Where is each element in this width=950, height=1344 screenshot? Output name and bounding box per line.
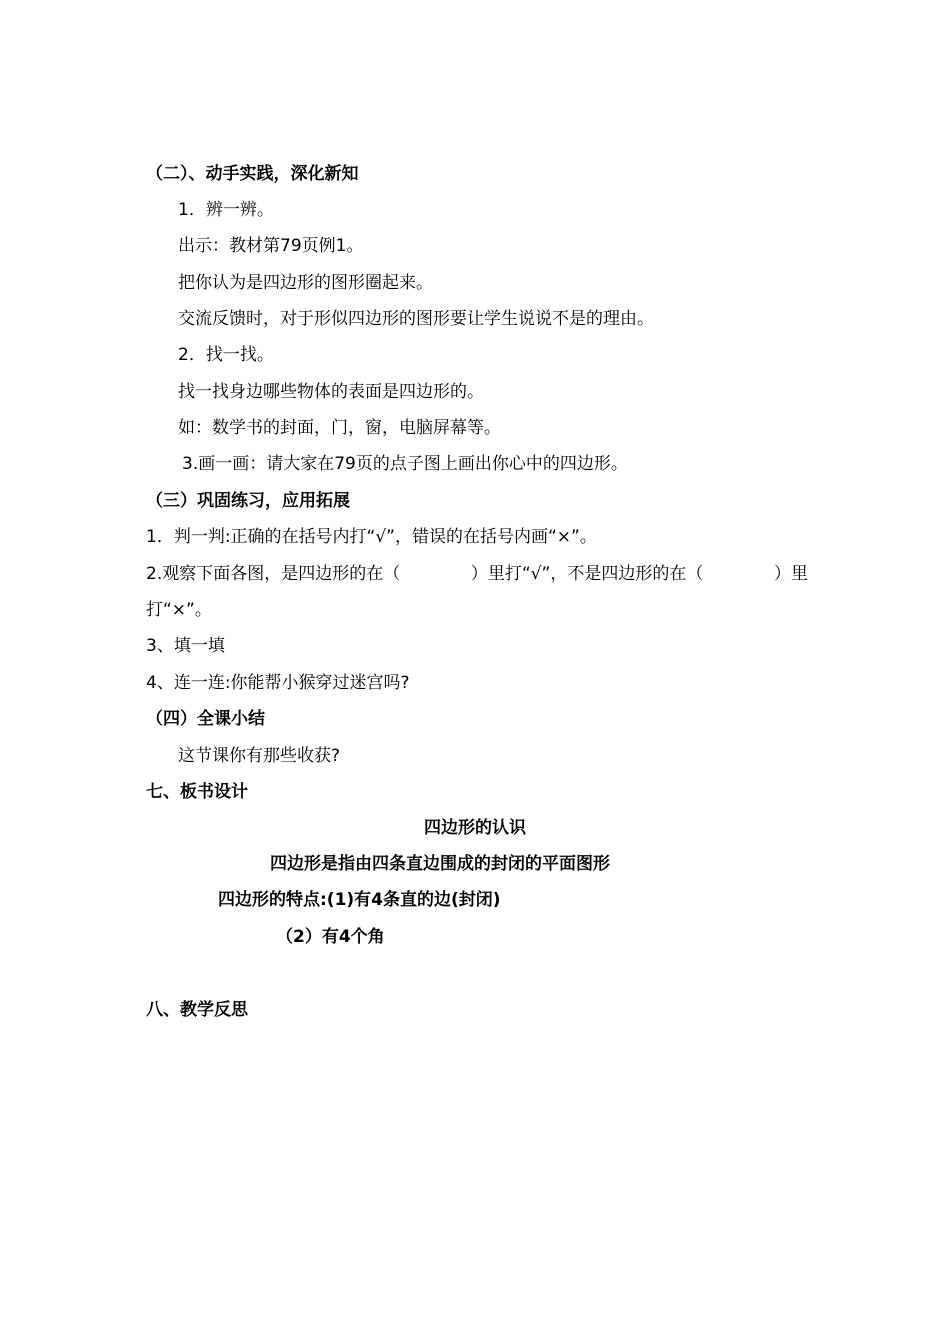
- section-four-heading: （四）全课小结: [146, 709, 265, 729]
- item1-show-text: 出示：教材第79页例1。: [178, 236, 364, 256]
- exercise2-part-a: 2.观察下面各图，是四边形的在（: [146, 564, 401, 584]
- exercise2-line1: [146, 562, 808, 586]
- item2-task-text: 找一找身边哪些物体的表面是四边形的。: [178, 382, 484, 402]
- summary-text: 这节课你有那些收获?: [178, 746, 341, 766]
- item1-title: 1．辨一辨。: [178, 200, 274, 220]
- board-feature2: （2）有4个角: [276, 927, 385, 947]
- exercise1-text: 1．判一判:正确的在括号内打“√”，错误的在括号内画“×”。: [146, 527, 597, 547]
- exercise2-part-b: ）里打“√”，不是四边形的在（: [470, 564, 704, 584]
- section-eight-heading: 八、教学反思: [146, 1000, 248, 1020]
- item2-example-text: 如：数学书的封面，门，窗，电脑屏幕等。: [178, 418, 501, 438]
- exercise2-part-c: ）里: [774, 564, 808, 584]
- item1-feedback-text: 交流反馈时，对于形似四边形的图形要让学生说说不是的理由。: [178, 309, 654, 329]
- board-feature1: 四边形的特点:(1)有4条直的边(封闭): [218, 890, 501, 910]
- item3-text: 3.画一画：请大家在79页的点子图上画出你心中的四边形。: [182, 454, 628, 474]
- exercise3-text: 3、填一填: [146, 636, 225, 656]
- exercise4-text: 4、连一连:你能帮小猴穿过迷宫吗?: [146, 673, 410, 693]
- section-two-heading: （二）、动手实践，深化新知: [146, 164, 359, 184]
- board-definition: 四边形是指由四条直边围成的封闭的平面图形: [270, 854, 610, 874]
- section-seven-heading: 七、板书设计: [146, 782, 248, 802]
- section-three-heading: （三）巩固练习，应用拓展: [146, 491, 350, 511]
- exercise2-line2: 打“×”。: [146, 600, 212, 620]
- board-title: 四边形的认识: [424, 818, 526, 838]
- item2-title: 2．找一找。: [178, 345, 274, 365]
- item1-task-text: 把你认为是四边形的图形圈起来。: [178, 273, 433, 293]
